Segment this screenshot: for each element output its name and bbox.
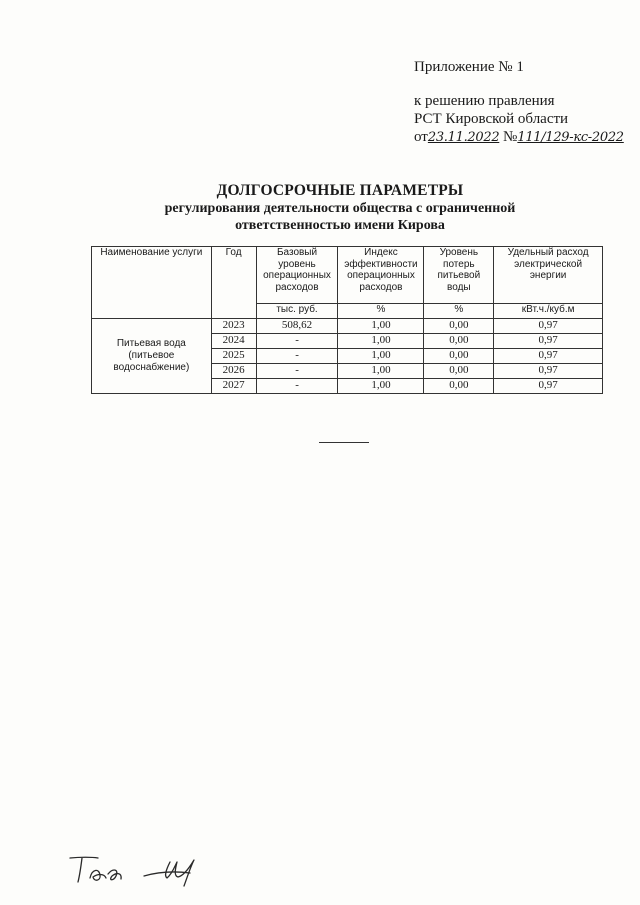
unit-efficiency-index: % (338, 304, 424, 319)
cell-energy-consumption: 0,97 (494, 349, 603, 364)
cell-efficiency-index: 1,00 (338, 319, 424, 334)
cell-water-losses: 0,00 (424, 334, 494, 349)
cell-water-losses: 0,00 (424, 364, 494, 379)
cell-efficiency-index: 1,00 (338, 379, 424, 394)
handwritten-signature (66, 852, 216, 888)
cell-energy-consumption: 0,97 (494, 364, 603, 379)
number-sign: № (503, 129, 518, 145)
appendix-line-2: РСТ Кировской области (414, 111, 569, 127)
cell-energy-consumption: 0,97 (494, 379, 603, 394)
cell-year: 2027 (211, 379, 256, 394)
cell-efficiency-index: 1,00 (338, 334, 424, 349)
cell-energy-consumption: 0,97 (494, 334, 603, 349)
header-efficiency-index: Индекс эффективности операционных расходов (338, 247, 424, 304)
header-water-losses: Уровень потерь питьевой воды (424, 247, 494, 304)
cell-base-level: 508,62 (256, 319, 338, 334)
table-row (92, 319, 603, 334)
cell-water-losses: 0,00 (424, 349, 494, 364)
cell-year: 2025 (211, 349, 256, 364)
heading-line-3: ответственностью имени Кирова (235, 218, 445, 233)
cell-year: 2023 (211, 319, 256, 334)
service-name: Питьевая вода (питьевое водоснабжение) (92, 319, 212, 394)
appendix-title: Приложение № 1 (414, 59, 524, 75)
header-service: Наименование услуги (92, 247, 212, 319)
decision-number: 111/129-кс-2022 (517, 130, 624, 145)
cell-base-level: - (256, 349, 338, 364)
cell-base-level: - (256, 364, 338, 379)
unit-water-losses: % (424, 304, 494, 319)
appendix-block (414, 58, 624, 147)
cell-efficiency-index: 1,00 (338, 349, 424, 364)
cell-base-level: - (256, 379, 338, 394)
date-prefix: от (414, 129, 428, 145)
table-header-row (92, 247, 603, 304)
cell-energy-consumption: 0,97 (494, 319, 603, 334)
header-energy-consumption: Удельный расход электрической энергии (494, 247, 603, 304)
heading-line-1: ДОЛГОСРОЧНЫЕ ПАРАМЕТРЫ (216, 182, 464, 199)
parameters-table (91, 246, 603, 394)
cell-base-level: - (256, 334, 338, 349)
cell-water-losses: 0,00 (424, 379, 494, 394)
header-year: Год (211, 247, 256, 319)
appendix-line-1: к решению правления (414, 93, 555, 109)
unit-base-level: тыс. руб. (256, 304, 338, 319)
appendix-date-line (414, 128, 624, 147)
heading-line-2: регулирования деятельности общества с ограниченной (164, 201, 516, 216)
cell-efficiency-index: 1,00 (338, 364, 424, 379)
cell-water-losses: 0,00 (424, 319, 494, 334)
header-base-level: Базовый уровень операционных расходов (256, 247, 338, 304)
cell-year: 2026 (211, 364, 256, 379)
cell-year: 2024 (211, 334, 256, 349)
document-heading (60, 181, 620, 234)
decision-date: 23.11.2022 (427, 130, 500, 145)
unit-energy-consumption: кВт.ч./куб.м (494, 304, 603, 319)
end-divider (319, 442, 369, 443)
